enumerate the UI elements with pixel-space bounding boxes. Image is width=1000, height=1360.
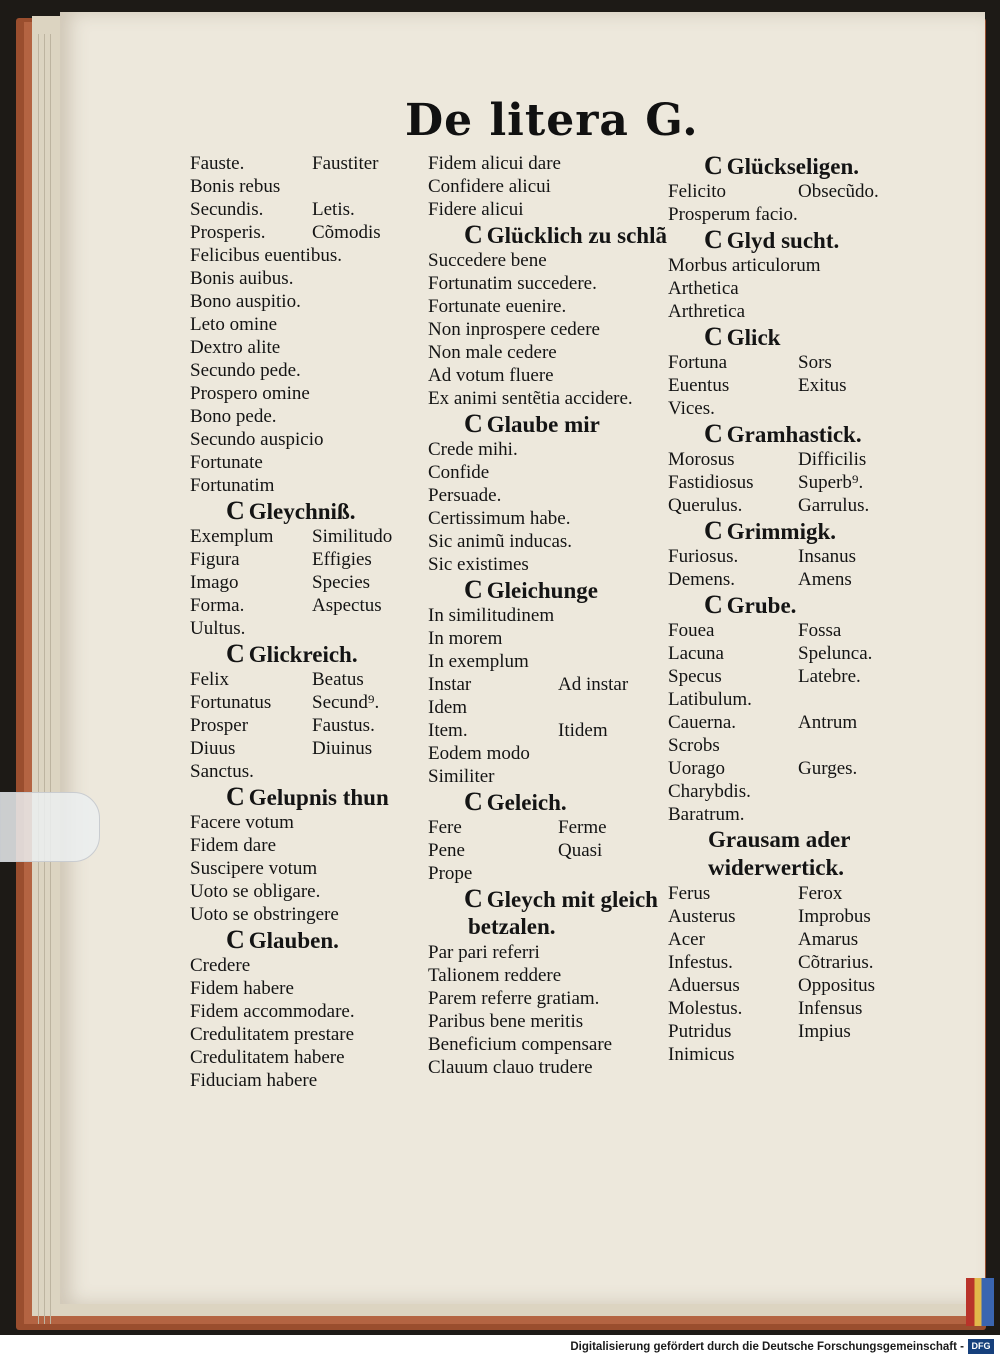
latin-synonym: Ferox [798,883,843,904]
heading-text: Gleichunge [486,578,598,603]
page-edge-line [38,34,39,1324]
latin-term: Clauum clauo trudere [428,1057,593,1078]
dictionary-line [190,175,415,198]
latin-term: Credulitatem prestare [190,1024,355,1045]
dictionary-line [190,428,415,451]
latin-synonym: Garrulus. [798,495,870,516]
latin-term: Pene [428,840,465,861]
latin-term: Fidem dare [190,835,277,856]
dictionary-line [428,364,663,387]
dictionary-line [668,351,903,374]
latin-synonym: Improbus [798,906,871,927]
entry-heading [668,323,903,351]
heading-text: Gramhastick. [726,422,862,447]
dictionary-line [190,571,415,594]
latin-synonym: Difficilis [798,449,867,470]
entry-heading [668,226,903,254]
entry-heading [668,517,903,545]
dictionary-line [190,880,415,903]
dfg-logo: DFG [968,1339,994,1354]
dictionary-line [190,594,415,617]
latin-term: Felicibus euentibus. [190,245,342,266]
dictionary-line [428,318,663,341]
dictionary-line [428,530,663,553]
dictionary-line [428,673,663,696]
dictionary-line [190,1023,415,1046]
latin-term: Morosus [668,449,735,470]
latin-term: Prosper [190,715,249,736]
dictionary-line [190,1069,415,1092]
latin-term: Fauste. [190,153,245,174]
dictionary-line [668,471,903,494]
dictionary-line [428,964,663,987]
latin-term: Molestus. [668,998,743,1019]
pilcrow-mark: C [226,925,245,954]
latin-term: Scrobs [668,735,720,756]
latin-synonym: Insanus [798,546,857,567]
dictionary-line [428,198,663,221]
latin-synonym: Cõtrarius. [798,952,874,973]
latin-synonym: Itidem [558,720,608,741]
latin-term: Arthretica [668,301,746,322]
latin-term: Morbus articulorum [668,255,821,276]
latin-term: Ferus [668,883,711,904]
dictionary-line [190,152,415,175]
dictionary-line [668,1020,903,1043]
entry-heading [428,913,663,941]
dictionary-line [190,977,415,1000]
dictionary-line [668,619,903,642]
dictionary-line [668,951,903,974]
dictionary-line [668,711,903,734]
latin-term: Fidem habere [190,978,294,999]
entry-heading [428,220,667,249]
dictionary-line [428,387,663,410]
latin-term: Fidem alicui dare [428,153,561,174]
heading-text: Glyd sucht. [726,228,840,253]
latin-synonym: Ad instar [558,674,629,695]
dictionary-line [428,553,663,576]
dictionary-line [668,180,903,203]
dictionary-line [668,882,903,905]
latin-synonym: Amens [798,569,852,590]
latin-term: Non male cedere [428,342,557,363]
entry-heading [190,640,415,668]
dictionary-line [428,507,663,530]
latin-term: Par pari referri [428,942,540,963]
latin-term: Bono pede. [190,406,277,427]
dictionary-line [668,203,903,226]
latin-term: Prospero omine [190,383,310,404]
dictionary-line [668,568,903,591]
latin-term: Parem referre gratiam. [428,988,600,1009]
dictionary-line [190,691,415,714]
dictionary-line [668,254,903,277]
latin-term: Fere [428,817,462,838]
dictionary-line [428,249,663,272]
dictionary-line [428,839,663,862]
latin-term: Secundo pede. [190,360,301,381]
dictionary-line [428,1010,663,1033]
latin-synonym: Faustiter [312,153,379,174]
pilcrow-mark: C [226,496,245,525]
latin-term: Secundo auspicio [190,429,324,450]
pilcrow-mark: C [704,419,723,448]
latin-synonym: Infensus [798,998,863,1019]
latin-term: Credere [190,955,251,976]
latin-term: Inimicus [668,1044,735,1065]
dictionary-line [668,300,903,323]
latin-term: Latibulum. [668,689,752,710]
dictionary-line [668,803,903,826]
latin-term: Prope [428,863,473,884]
dictionary-line [668,1043,903,1066]
latin-term: Certissimum habe. [428,508,571,529]
heading-text: Gleychniß. [248,499,356,524]
entry-heading [668,420,903,448]
latin-term: In exemplum [428,651,529,672]
dictionary-line [190,617,415,640]
latin-term: Fortuna [668,352,728,373]
entry-heading [668,591,903,619]
dictionary-line [668,545,903,568]
pilcrow-mark: C [704,590,723,619]
latin-term: Instar [428,674,472,695]
latin-synonym: Effigies [312,549,372,570]
dictionary-line [190,548,415,571]
latin-term: Demens. [668,569,736,590]
latin-term: Sic animũ inducas. [428,531,573,552]
entry-heading [668,854,903,882]
latin-term: Exemplum [190,526,274,547]
latin-term: Fiduciam habere [190,1070,318,1091]
latin-term: Persuade. [428,485,502,506]
dictionary-line [190,267,415,290]
dictionary-line [428,650,663,673]
dictionary-line [428,461,663,484]
heading-text: Grimmigk. [726,519,837,544]
latin-term: Beneficium compensare [428,1034,613,1055]
dictionary-line [428,719,663,742]
dictionary-line [190,857,415,880]
latin-term: Fidem accommodare. [190,1001,355,1022]
heading-text: Glücklich zu schlã [486,223,667,248]
pilcrow-mark: C [704,516,723,545]
heading-text: widerwertick. [708,855,845,880]
latin-term: Fidere alicui [428,199,524,220]
latin-term: Non inprospere cedere [428,319,600,340]
latin-term: Fortunatim succedere. [428,273,597,294]
ribbon-marker [966,1278,994,1326]
column-1 [190,152,415,1092]
dictionary-line [428,696,663,719]
heading-text: Geleich. [486,790,567,815]
dictionary-line [428,1033,663,1056]
latin-term: Similiter [428,766,495,787]
heading-text: Glauben. [248,928,339,953]
latin-synonym: Similitudo [312,526,393,547]
dictionary-line [668,757,903,780]
entry-heading [668,826,903,854]
pilcrow-mark: C [704,322,723,351]
latin-synonym: Gurges. [798,758,858,779]
dictionary-line [428,941,663,964]
latin-synonym: Faustus. [312,715,375,736]
latin-term: Querulus. [668,495,743,516]
dictionary-line [190,834,415,857]
dictionary-line [190,382,415,405]
dictionary-line [668,665,903,688]
latin-term: Fortunate [190,452,263,473]
dictionary-line [428,987,663,1010]
latin-term: Facere votum [190,812,294,833]
dictionary-line [190,244,415,267]
latin-term: Putridus [668,1021,732,1042]
latin-term: Suscipere votum [190,858,318,879]
dictionary-line [668,928,903,951]
heading-text: Glückseligen. [726,154,860,179]
latin-term: Charybdis. [668,781,751,802]
pilcrow-mark: C [704,225,723,254]
latin-synonym: Antrum [798,712,858,733]
pilcrow-mark: C [464,884,483,913]
page-title: De litera G. [405,95,699,146]
dictionary-line [668,780,903,803]
latin-term: Leto omine [190,314,278,335]
latin-term: Uultus. [190,618,246,639]
dictionary-line [668,974,903,997]
dictionary-line [668,688,903,711]
heading-text: Glickreich. [248,642,358,667]
funding-credit: Digitalisierung gefördert durch die Deutsche Forschungsgemeinschaft - [570,1341,964,1353]
dictionary-line [190,1046,415,1069]
latin-term: Fouea [668,620,715,641]
latin-term: Lacuna [668,643,724,664]
latin-term: Specus [668,666,722,687]
latin-term: Fortunatus [190,692,272,713]
latin-term: Imago [190,572,239,593]
dictionary-line [190,903,415,926]
latin-term: In morem [428,628,503,649]
heading-text: Glaube mir [486,412,600,437]
dictionary-line [668,642,903,665]
entry-heading [428,788,663,816]
latin-term: Uoto se obstringere [190,904,339,925]
latin-synonym: Sors [798,352,832,373]
dictionary-line [190,737,415,760]
latin-term: Fortunatim [190,475,275,496]
latin-term: Talionem reddere [428,965,562,986]
entry-heading [668,152,903,180]
latin-term: Acer [668,929,705,950]
heading-text: betzalen. [468,914,556,939]
latin-term: Diuus [190,738,236,759]
latin-synonym: Aspectus [312,595,382,616]
latin-term: Dextro alite [190,337,281,358]
dictionary-line [190,668,415,691]
dictionary-line [428,816,663,839]
latin-term: Credulitatem habere [190,1047,345,1068]
latin-term: Paribus bene meritis [428,1011,584,1032]
dictionary-line [668,905,903,928]
dictionary-line [668,734,903,757]
dictionary-line [428,862,663,885]
pilcrow-mark: C [464,787,483,816]
latin-term: Crede mihi. [428,439,518,460]
dictionary-line [668,277,903,300]
latin-term: In similitudinem [428,605,555,626]
dictionary-line [668,397,903,420]
dictionary-line [190,290,415,313]
pilcrow-mark: C [464,409,483,438]
latin-term: Aduersus [668,975,740,996]
dictionary-line [428,627,663,650]
latin-term: Euentus [668,375,730,396]
dictionary-line [190,313,415,336]
latin-synonym: Amarus [798,929,859,950]
dictionary-line [428,438,663,461]
dictionary-line [190,714,415,737]
latin-term: Bonis rebus [190,176,281,197]
latin-term: Vices. [668,398,715,419]
latin-term: Eodem modo [428,743,530,764]
latin-term: Confide [428,462,490,483]
clear-bookmark-tab [0,792,100,862]
latin-synonym: Species [312,572,371,593]
heading-text: Glick [726,325,781,350]
latin-synonym: Fossa [798,620,842,641]
latin-term: Forma. [190,595,245,616]
dictionary-line [668,374,903,397]
latin-term: Idem [428,697,468,718]
dictionary-line [428,272,663,295]
latin-synonym: Latebre. [798,666,861,687]
latin-synonym: Oppositus [798,975,876,996]
pilcrow-mark: C [226,639,245,668]
latin-term: Felicito [668,181,727,202]
latin-term: Item. [428,720,468,741]
latin-synonym: Secund⁹. [312,692,380,713]
latin-term: Arthetica [668,278,739,299]
dictionary-line [428,604,663,627]
latin-synonym: Cõmodis [312,222,381,243]
heading-text: Gleych mit gleich [486,887,658,912]
latin-term: Uorago [668,758,725,779]
latin-term: Confidere alicui [428,176,551,197]
dictionary-line [190,198,415,221]
latin-term: Bonis auibus. [190,268,294,289]
latin-synonym: Quasi [558,840,603,861]
latin-term: Figura [190,549,240,570]
dictionary-line [428,484,663,507]
latin-synonym: Superb⁹. [798,472,864,493]
pilcrow-mark: C [704,151,723,180]
pilcrow-mark: C [226,782,245,811]
latin-term: Baratrum. [668,804,745,825]
entry-heading [428,885,663,913]
dictionary-line [428,175,663,198]
latin-synonym: Spelunca. [798,643,873,664]
dictionary-line [428,1056,663,1079]
latin-term: Felix [190,669,230,690]
dictionary-line [668,494,903,517]
latin-synonym: Letis. [312,199,355,220]
latin-term: Fortunate euenire. [428,296,567,317]
entry-heading [190,926,415,954]
entry-heading [428,576,663,604]
latin-synonym: Beatus [312,669,364,690]
latin-term: Fastidiosus [668,472,754,493]
dictionary-line [190,474,415,497]
dictionary-line [428,295,663,318]
entry-heading [190,497,415,525]
dictionary-line [190,760,415,783]
latin-synonym: Diuinus [312,738,373,759]
dictionary-line [428,742,663,765]
dictionary-line [190,811,415,834]
latin-term: Secundis. [190,199,264,220]
column-3 [668,152,903,1066]
dictionary-line [190,525,415,548]
dictionary-line [190,405,415,428]
entry-heading [428,410,663,438]
page-edge-line [44,34,45,1324]
dictionary-line [190,1000,415,1023]
column-2 [428,152,667,1079]
dictionary-line [190,336,415,359]
latin-term: Furiosus. [668,546,739,567]
dictionary-line [428,152,663,175]
latin-term: Infestus. [668,952,733,973]
latin-synonym: Obsecũdo. [798,181,879,202]
latin-term: Bono auspitio. [190,291,301,312]
page-edge-line [50,34,51,1324]
latin-term: Sic existimes [428,554,529,575]
latin-term: Prosperis. [190,222,266,243]
dictionary-line [190,954,415,977]
pilcrow-mark: C [464,220,483,249]
latin-synonym: Ferme [558,817,607,838]
latin-term: Succedere bene [428,250,547,271]
dictionary-line [428,341,663,364]
heading-text: Grausam ader [708,827,851,852]
latin-term: Uoto se obligare. [190,881,321,902]
latin-synonym: Exitus [798,375,847,396]
dictionary-line [668,448,903,471]
latin-term: Austerus [668,906,736,927]
latin-term: Sanctus. [190,761,254,782]
dictionary-line [190,359,415,382]
entry-heading [190,783,415,811]
latin-term: Ex animi sentẽtia accidere. [428,388,633,409]
latin-term: Ad votum fluere [428,365,554,386]
dictionary-line [428,765,663,788]
latin-term: Prosperum facio. [668,204,798,225]
dictionary-line [190,221,415,244]
latin-synonym: Impius [798,1021,851,1042]
pilcrow-mark: C [464,575,483,604]
latin-term: Cauerna. [668,712,737,733]
dictionary-line [668,997,903,1020]
dictionary-line [190,451,415,474]
heading-text: Grube. [726,593,797,618]
heading-text: Gelupnis thun [248,785,389,810]
